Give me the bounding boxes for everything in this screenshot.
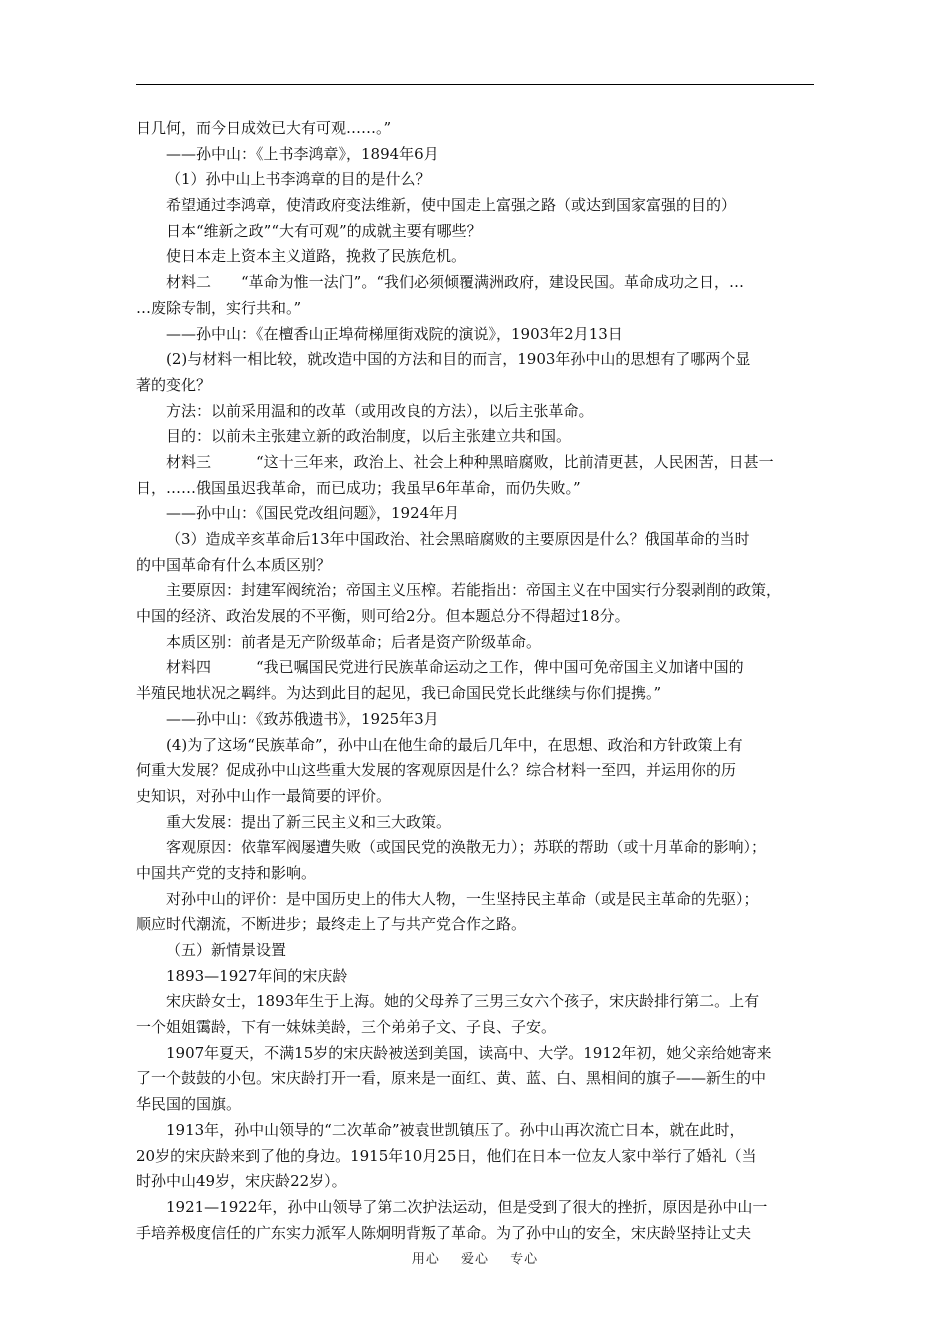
text-line: 1921—1922年，孙中山领导了第二次护法运动，但是受到了很大的挫折，原因是孙中山一 xyxy=(166,1197,768,1216)
text-line: 日，……俄国虽迟我革命，而已成功；我虽早6年革命，而仍失败。” xyxy=(136,478,581,497)
text-line: 何重大发展？促成孙中山这些重大发展的客观原因是什么？综合材料一至四，并运用你的历 xyxy=(136,761,737,780)
text-line: 史知识，对孙中山作一最简要的评价。 xyxy=(136,786,392,805)
text-line: 希望通过李鸿章，使清政府变法维新，使中国走上富强之路（或达到国家富强的目的） xyxy=(166,196,737,215)
text-line: 半殖民地状况之羁绊。为达到此目的起见，我已命国民党长此继续与你们提携。” xyxy=(136,684,662,703)
text-line: 20岁的宋庆龄来到了他的身边。1915年10月25日，他们在日本一位友人家中举行了婚礼（当 xyxy=(136,1146,757,1165)
text-line: 手培养极度信任的广东实力派军人陈炯明背叛了革命。为了孙中山的安全，宋庆龄坚持让丈夫 xyxy=(136,1223,752,1242)
text-line: ——孙中山：《上书李鸿章》，1894年6月 xyxy=(166,144,439,163)
text-line: 目的：以前未主张建立新的政治制度，以后主张建立共和国。 xyxy=(166,427,572,446)
footer-item: 专心 xyxy=(510,1252,539,1267)
text-line: 客观原因：依靠军阀屡遭失败（或国民党的涣散无力）；苏联的帮助（或十月革命的影响）； xyxy=(166,838,767,857)
text-line: ——孙中山：《国民党改组问题》，1924年月 xyxy=(166,504,460,523)
footer-item: 爱心 xyxy=(460,1252,489,1267)
text-line: (2)与材料一相比较，就改造中国的方法和目的而言，1903年孙中山的思想有了哪两个显 xyxy=(166,350,751,369)
document-body xyxy=(136,116,816,1246)
text-line: 对孙中山的评价：是中国历史上的伟大人物，一生坚持民主革命（或是民主革命的先驱）； xyxy=(166,889,759,908)
text-line: 顺应时代潮流，不断进步；最终走上了与共产党合作之路。 xyxy=(136,915,527,934)
text-line: 宋庆龄女士，1893年生于上海。她的父母养了三男三女六个孩子，宋庆龄排行第二。上有 xyxy=(166,992,760,1011)
text-line: 华民国的国旗。 xyxy=(136,1095,242,1114)
text-line: 日几何，而今日成效已大有可观……。” xyxy=(136,119,392,137)
text-line: ——孙中山：《在檀香山正埠荷梯厘街戏院的演说》，1903年2月13日 xyxy=(166,324,623,343)
text-line: 中国的经济、政治发展的不平衡，则可给2分。但本题总分不得超过18分。 xyxy=(136,607,630,626)
text-line: 一个姐姐霭龄，下有一妹妹美龄，三个弟弟子文、子良、子安。 xyxy=(136,1018,557,1037)
text-line: （五）新情景设置 xyxy=(166,941,287,959)
text-line: ——孙中山：《致苏俄遗书》，1925年3月 xyxy=(166,709,439,728)
footer-item: 用心 xyxy=(411,1252,440,1267)
text-line: 材料三 “这十三年来，政治上、社会上种种黑暗腐败，比前清更甚，人民困苦，日甚一 xyxy=(166,452,774,471)
text-line: （3）造成辛亥革命后13年中国政治、社会黑暗腐败的主要原因是什么？俄国革命的当时 xyxy=(166,530,750,548)
text-line: 使日本走上资本主义道路，挽救了民族危机。 xyxy=(166,247,467,266)
text-line: 材料四 “我已嘱国民党进行民族革命运动之工作，俾中国可免帝国主义加诸中国的 xyxy=(166,658,744,677)
page-footer xyxy=(0,1248,950,1267)
text-line: （1）孙中山上书李鸿章的目的是什么？ xyxy=(166,170,431,189)
text-line: 重大发展：提出了新三民主义和三大政策。 xyxy=(166,812,452,831)
text-line: 1913年，孙中山领导的“二次革命”被袁世凯镇压了。孙中山再次流亡日本，就在此时， xyxy=(166,1120,745,1139)
text-line: 方法：以前采用温和的改革（或用改良的方法），以后主张革命。 xyxy=(166,401,594,420)
text-line: (4)为了这场“民族革命”，孙中山在他生命的最后几年中，在思想、政治和方针政策上有 xyxy=(166,735,743,754)
text-line: 材料二 “革命为惟一法门”。“我们必须倾覆满洲政府，建设民国。革命成功之日，… xyxy=(166,273,745,292)
text-line: 1893—1927年间的宋庆龄 xyxy=(166,966,348,985)
text-line: 的中国革命有什么本质区别？ xyxy=(136,555,332,574)
text-line: 时孙中山49岁，宋庆龄22岁）。 xyxy=(136,1172,347,1191)
text-line: 日本“维新之政”“大有可观”的成就主要有哪些？ xyxy=(166,221,482,240)
text-line: 中国共产党的支持和影响。 xyxy=(136,863,317,882)
text-line: 主要原因：封建军阀统治；帝国主义压榨。若能指出：帝国主义在中国实行分裂剥削的政策， xyxy=(166,581,782,600)
text-line: 了一个鼓鼓的小包。宋庆龄打开一看，原来是一面红、黄、蓝、白、黑相间的旗子——新生的中 xyxy=(136,1069,767,1088)
header-rule xyxy=(136,84,814,85)
text-line: …废除专制，实行共和。” xyxy=(136,298,302,317)
text-line: 著的变化？ xyxy=(136,375,212,394)
text-line: 本质区别：前者是无产阶级革命；后者是资产阶级革命。 xyxy=(166,632,542,651)
text-line: 1907年夏天，不满15岁的宋庆龄被送到美国，读高中、大学。1912年初，她父亲给她寄来 xyxy=(166,1043,772,1062)
